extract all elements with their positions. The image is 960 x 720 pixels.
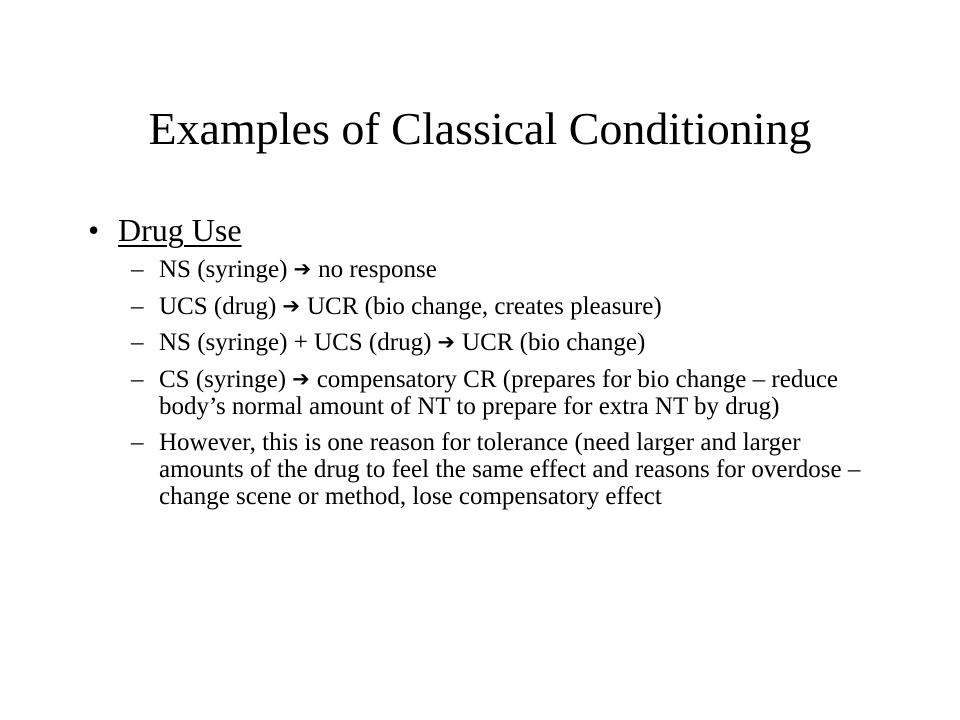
right-arrow-icon: ➔ [293,257,312,281]
item-text-before: CS (syringe) [159,365,287,393]
slide-title: Examples of Classical Conditioning [148,103,812,154]
list-item [131,293,871,320]
item-text-after: compensatory CR (prepares for bio change – reduce body’s normal amount of NT to prepare for extra NT by drug) [159,365,839,420]
item-text-after: UCR (bio change, creates pleasure) [306,292,662,320]
dash-marker: – [131,256,144,283]
list-item [131,256,871,283]
right-arrow-icon: ➔ [282,293,300,318]
list-item [131,329,871,356]
sub-bullet-list [131,256,871,520]
item-text: However, this is one reason for tolerance (need larger and larger amounts of the drug to feel the same effect and reasons for overdose – change scene or method, lose compensatory effect [159,429,861,510]
dash-marker: – [131,329,144,356]
list-item [131,366,871,420]
bullet-label: Drug Use [118,212,242,248]
dash-marker: – [131,365,144,393]
right-arrow-icon: ➔ [437,330,456,354]
list-item [131,429,871,510]
item-text-before: NS (syringe) + UCS (drug) [159,329,432,356]
dash-marker: – [131,429,144,456]
main-bullet [88,210,242,250]
right-arrow-icon: ➔ [292,366,310,391]
item-text-after: UCR (bio change) [462,329,646,356]
item-text-after: no response [318,256,437,283]
item-text-before: NS (syringe) [159,256,288,283]
item-text-before: UCS (drug) [159,292,277,320]
dash-marker: – [131,292,144,320]
bullet-dot-icon: • [88,212,100,248]
